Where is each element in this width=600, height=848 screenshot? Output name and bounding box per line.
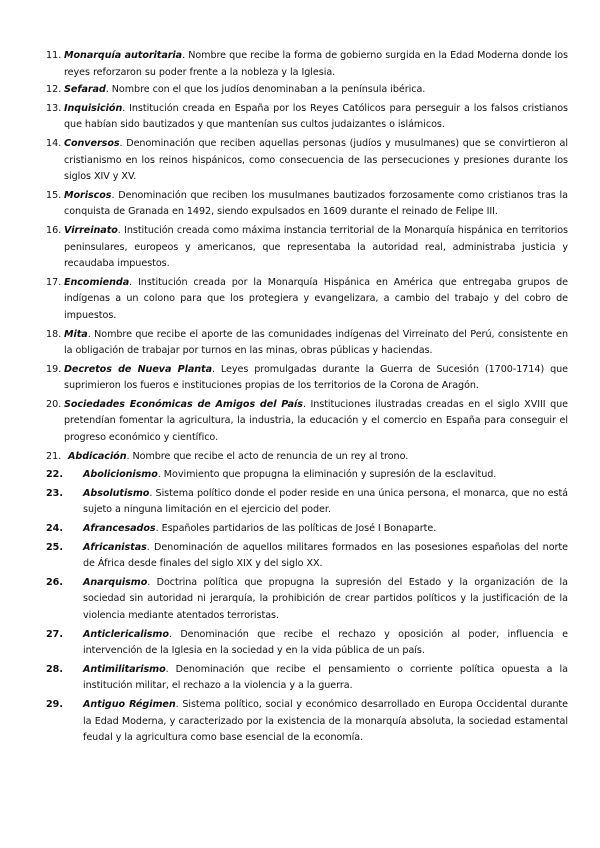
entry-term: Sociedades Económicas de Amigos del País	[64, 398, 303, 410]
entry-definition: . Nombre que recibe el acto de renuncia de un rey al trono.	[126, 450, 409, 462]
entry-content	[83, 697, 568, 747]
glossary-entry	[46, 397, 568, 447]
entry-number: 19.	[46, 363, 62, 375]
entry-content	[64, 136, 568, 186]
glossary-entry	[46, 275, 568, 325]
entry-content	[64, 223, 568, 273]
glossary-entry	[46, 662, 568, 695]
entry-number: 25.	[46, 541, 63, 553]
entry-definition: . Denominación que reciben aquellas personas (judíos y musulmanes) que se convirtieron al cristianismo en los reinos hispánicos, como consecuencia de las persecuciones y presiones durante los siglos XIV y XV.	[64, 137, 568, 183]
entry-term: Africanistas	[83, 541, 147, 553]
entry-number: 14.	[46, 137, 62, 149]
entry-definition: . Españoles partidarios de las políticas de José I Bonaparte.	[155, 523, 437, 535]
entry-term: Inquisición	[64, 102, 123, 114]
entry-definition: . Nombre con el que los judíos denominaban a la península ibérica.	[105, 84, 426, 96]
glossary-entry	[46, 136, 568, 186]
entry-number: 18.	[46, 328, 62, 340]
glossary-entry	[46, 521, 568, 538]
entry-term: Mita	[64, 328, 88, 340]
entry-content	[68, 449, 568, 466]
entry-term: Monarquía autoritaria	[64, 50, 183, 61]
entry-definition: . Leyes promulgadas durante la Guerra de Sucesión (1700-1714) que suprimieron los fueros e instituciones propias de los territorios de la Corona de Aragón.	[64, 363, 568, 392]
entry-number: 12.	[46, 84, 62, 96]
entry-content	[64, 101, 568, 134]
entry-content	[83, 467, 568, 484]
entry-number: 15.	[46, 189, 62, 201]
entry-definition: . Nombre que recibe la forma de gobierno surgida en la Edad Moderna donde los reyes reforzaron su poder frente a la nobleza y la Iglesia.	[64, 50, 568, 78]
entry-term: Abdicación	[68, 450, 127, 462]
entry-number: 13.	[46, 102, 62, 114]
entry-definition: . Institución creada en España por los Reyes Católicos para perseguir a los falsos cristianos que habían sido bautizados y que mantenían sus cultos judaizantes o islámicos.	[64, 102, 568, 131]
glossary-entry	[46, 327, 568, 360]
entry-content	[64, 397, 568, 447]
entry-number: 23.	[46, 487, 63, 499]
glossary-entry	[46, 486, 568, 519]
glossary-entry	[46, 223, 568, 273]
entry-number: 22.	[46, 469, 63, 481]
entry-term: Virreinato	[64, 224, 118, 236]
entry-definition: . Sistema político, social y económico desarrollado en Europa Occidental durante la Edad Moderna, y caracterizado por la existencia de la monarquía absoluta, la sociedad estamental feudal y la agricultura como base esencial de la economía.	[83, 698, 568, 744]
glossary-list	[46, 48, 568, 749]
entry-term: Decretos de Nueva Planta	[64, 363, 213, 375]
entry-definition: . Institución creada por la Monarquía Hispánica en América que entregaba grupos de indígenas a un colono para que los protegiera y evangelizara, a cambio del trabajo y del cobro de impuestos.	[64, 276, 568, 321]
entry-content	[83, 627, 568, 660]
entry-definition: . Denominación que reciben los musulmanes bautizados forzosamente como cristianos tras la conquista de Granada en 1492, siendo expulsados en 1609 durante el reinado de Felipe III.	[64, 189, 568, 218]
entry-content	[64, 362, 568, 395]
entry-number: 11.	[46, 50, 62, 61]
entry-definition: . Denominación que recibe el pensamiento o corriente política opuesta a la institución militar, el rechazo a la violencia y a la guerra.	[83, 663, 568, 692]
glossary-entry	[46, 540, 568, 573]
glossary-entry	[46, 188, 568, 221]
entry-definition: . Doctrina política que propugna la supresión del Estado y la organización de la sociedad sin autoridad ni jerarquía, la prohibición de crear partidos políticos y la justificación de la violencia mediante atentados terroristas.	[83, 576, 568, 621]
entry-content	[83, 662, 568, 695]
glossary-entry	[46, 48, 568, 81]
entry-number: 29.	[46, 698, 63, 710]
entry-term: Anarquismo	[83, 576, 148, 588]
entry-term: Encomienda	[64, 276, 130, 288]
glossary-entry	[46, 575, 568, 625]
glossary-entry	[46, 449, 568, 466]
glossary-entry	[46, 101, 568, 134]
glossary-entry	[46, 467, 568, 484]
entry-term: Antimilitarismo	[83, 663, 166, 675]
entry-content	[83, 540, 568, 573]
entry-term: Abolicionismo	[83, 469, 158, 481]
entry-content	[64, 327, 568, 360]
entry-content	[64, 48, 568, 81]
entry-number: 26.	[46, 576, 63, 588]
glossary-entry	[46, 697, 568, 747]
entry-definition: . Institución creada como máxima instancia territorial de la Monarquía hispánica en territorios peninsulares, europeos y americanos, que representaba la autoridad real, administraba justicia y recaudaba impuestos.	[64, 224, 568, 270]
entry-number: 28.	[46, 663, 63, 675]
entry-term: Antiguo Régimen	[83, 698, 176, 710]
glossary-entry	[46, 627, 568, 660]
entry-definition: . Denominación de aquellos militares formados en las posesiones españolas del norte de África desde finales del siglo XIX y del siglo XX.	[83, 541, 568, 570]
glossary-entry	[46, 362, 568, 395]
entry-term: Sefarad	[64, 84, 106, 96]
entry-definition: . Sistema político donde el poder reside en una única persona, el monarca, que no está sujeto a ninguna limitación en el ejercicio del poder.	[83, 487, 568, 516]
entry-definition: . Denominación que recibe el rechazo y oposición al poder, influencia e intervención de la Iglesia en la sociedad y en la vida pública de un país.	[83, 628, 568, 657]
entry-number: 27.	[46, 628, 63, 640]
entry-number: 16.	[46, 224, 62, 236]
entry-content	[64, 82, 568, 99]
entry-number: 21.	[46, 450, 62, 462]
entry-term: Moriscos	[64, 189, 112, 201]
entry-term: Anticlericalismo	[83, 628, 169, 640]
entry-content	[64, 275, 568, 325]
entry-number: 24.	[46, 523, 63, 535]
entry-number: 17.	[46, 276, 62, 288]
entry-content	[83, 486, 568, 519]
entry-content	[64, 188, 568, 221]
entry-content	[83, 521, 568, 538]
entry-number: 20.	[46, 398, 62, 410]
entry-term: Absolutismo	[83, 487, 150, 499]
glossary-entry	[46, 82, 568, 99]
entry-definition: . Nombre que recibe el aporte de las comunidades indígenas del Virreinato del Perú, consistente en la obligación de trabajar por turnos en las minas, obras públicas y haciendas.	[64, 328, 568, 357]
entry-content	[83, 575, 568, 625]
entry-term: Conversos	[64, 137, 120, 149]
entry-term: Afrancesados	[83, 523, 156, 535]
entry-definition: . Movimiento que propugna la eliminación y supresión de la esclavitud.	[157, 469, 497, 481]
entry-definition: . Instituciones ilustradas creadas en el siglo XVIII que pretendían fomentar la agricultura, la industria, la educación y el comercio en España para conseguir el progreso económico y científico.	[64, 398, 568, 444]
